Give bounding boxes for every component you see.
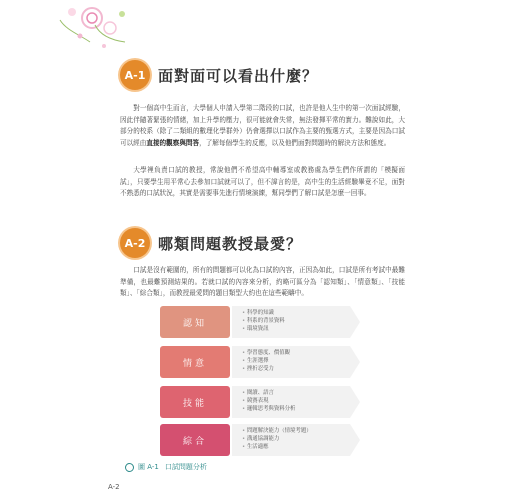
list-item: • 生涯選擇 — [242, 357, 290, 365]
floral-decoration — [0, 0, 140, 60]
list-item: • 問題解決能力（情境考題） — [242, 427, 312, 435]
list-item: • 環境資訊 — [242, 325, 285, 333]
section-badge: A-2 — [120, 228, 150, 258]
list-item: • 邏輯思考與資料分析 — [242, 405, 295, 413]
list-item: • 科學的知識 — [242, 309, 285, 317]
category-items — [242, 427, 312, 451]
caption-icon — [125, 463, 134, 472]
emphasis-text: 直接的觀察與問答 — [146, 138, 200, 147]
figure-caption — [125, 462, 207, 472]
category-items — [242, 349, 290, 373]
list-item: • 科系的背景資料 — [242, 317, 285, 325]
caption-title: 口試問題分析 — [164, 463, 207, 471]
section-title: 面對面可以看出什麼？ — [158, 66, 319, 85]
category-label: 認知 — [160, 306, 230, 338]
page-number: A-2 — [108, 483, 120, 491]
list-item: • 競賽表現 — [242, 397, 295, 405]
category-label: 情意 — [160, 346, 230, 378]
paragraph: 大學裡負責口試的教授，常說他們不希望高中輔導室或教務處為學生們作所謂的「模擬面試」，只要學生用平常心去參加口試就可以了，但不諱言的是，高中生的生活經驗畢竟不足，面對不熟悉的口試狀況，其實是需要事先進行情境演練，幫同學們了解口試是怎麼一回事。 — [120, 166, 405, 198]
category-items — [242, 309, 285, 333]
list-item: • 溝通協調能力 — [242, 435, 312, 443]
list-item: • 學習態度、價值觀 — [242, 349, 290, 357]
category-row — [160, 386, 360, 418]
section-a1-heading — [120, 60, 318, 90]
category-items — [242, 389, 295, 413]
category-row — [160, 424, 360, 456]
list-item: • 生活適應 — [242, 443, 312, 451]
paragraph: 對一個高中生而言，大學個人申請入學第二階段的口試，也許是他人生中的第一次面試經驗，因此伴隨著緊張的情緒，加上升學的壓力，很可能就會失常，無法發揮平常的實力。難說如此，大部分的校系（除了二類組的數理化學群外）仍會選擇以口試作為主要的甄選方式，主要是因為口試可以經由直接的觀察與問答，了解每個學生的反應，以及他們面對問題時的解決方法和態度。 — [120, 104, 405, 147]
caption-prefix: 圖 A-1 — [138, 463, 159, 471]
category-label: 綜合 — [160, 424, 230, 456]
section-badge: A-1 — [120, 60, 150, 90]
list-item: • 挫折忍受力 — [242, 365, 290, 373]
category-row — [160, 306, 360, 338]
section-a2-heading — [120, 228, 302, 258]
paragraph: 口試是沒有範圍的，所有的問題都可以化為口試的內容，正因為如此，口試是所有考試中最難準備，也最難預測結果的。若就口試的內容來分析，約略可區分為「認知類」、「情意類」、「技能類」、「綜合類」，而教授最愛問的題目類型大約也在這些範疇中。 — [120, 266, 405, 298]
question-analysis-figure — [160, 298, 360, 458]
category-label: 技能 — [160, 386, 230, 418]
section-title: 哪類問題教授最愛？ — [158, 234, 303, 253]
list-item: • 閱讀、語言 — [242, 389, 295, 397]
category-row — [160, 346, 360, 378]
